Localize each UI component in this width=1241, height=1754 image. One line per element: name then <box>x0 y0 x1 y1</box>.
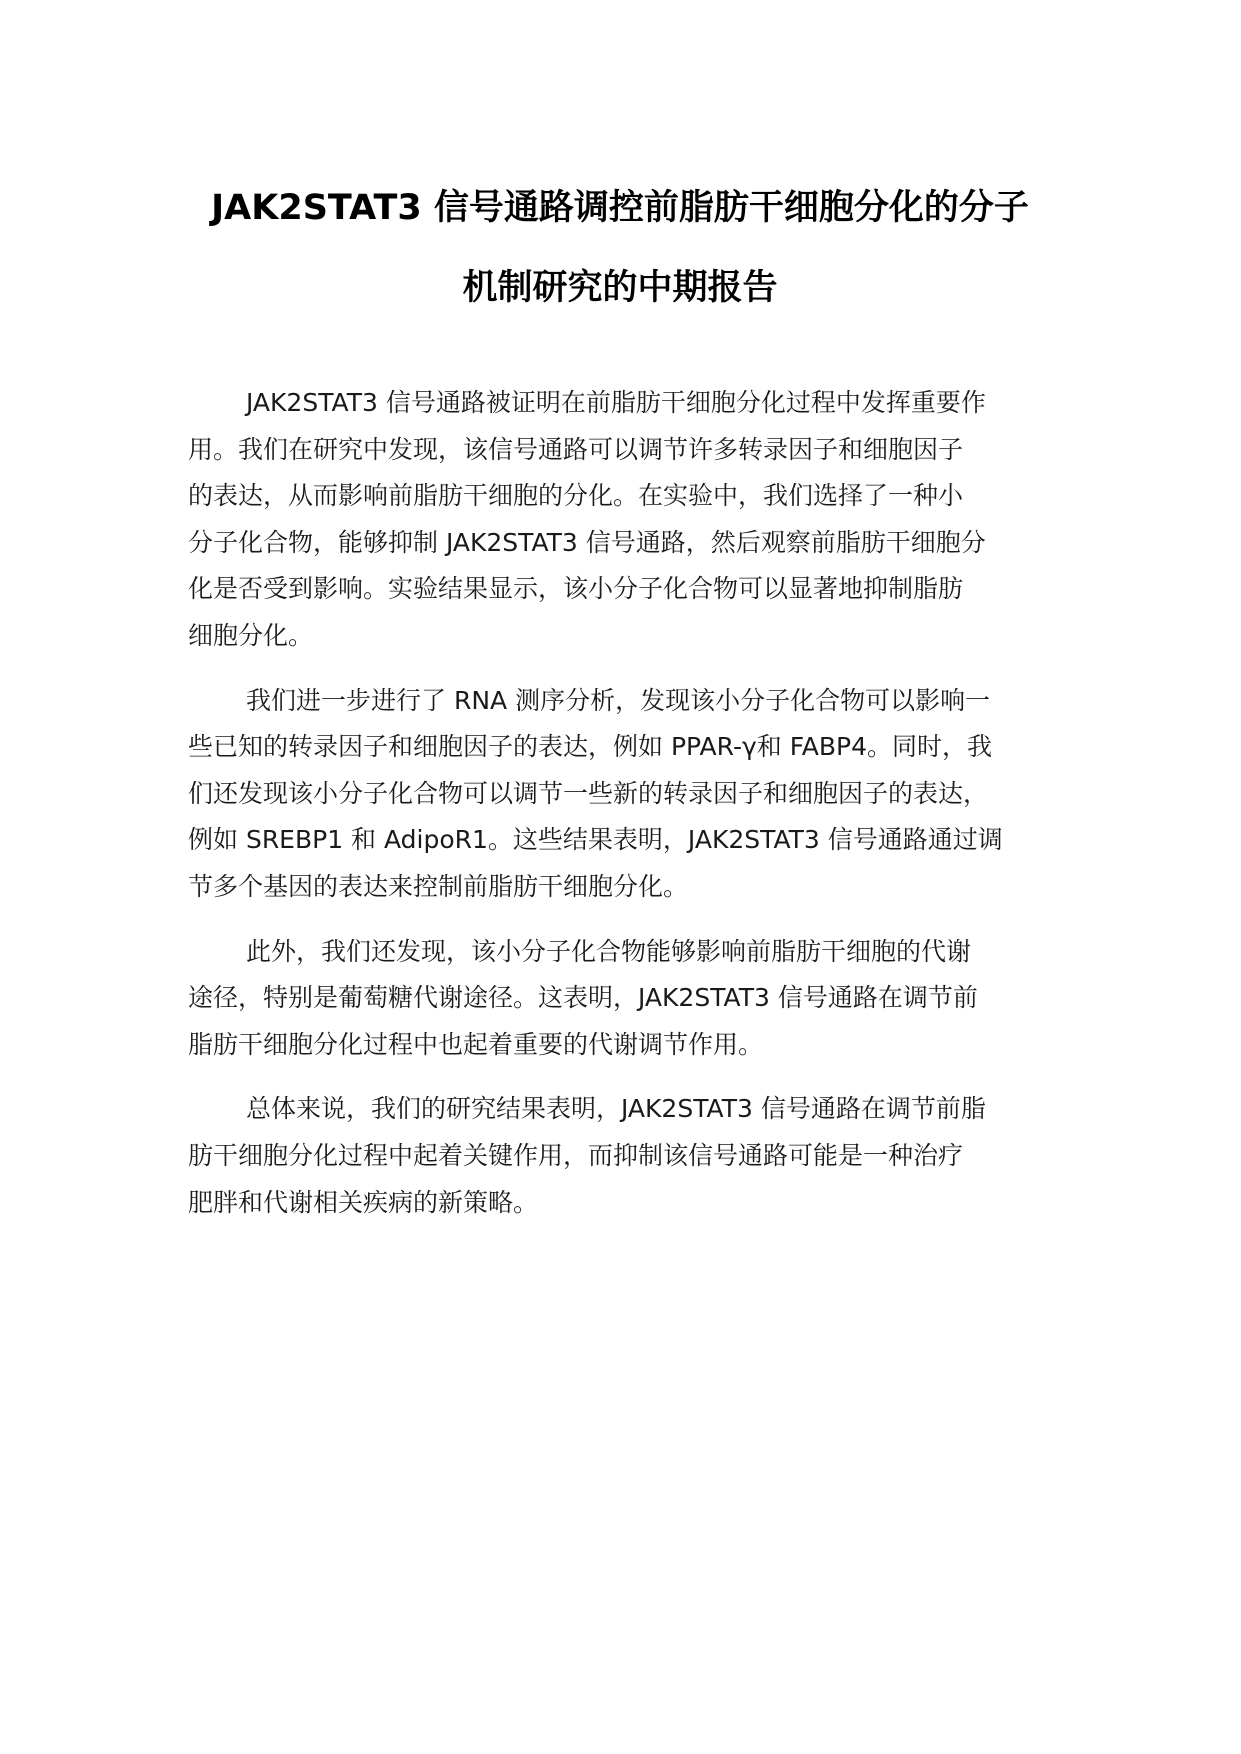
paragraph-3 <box>188 929 1088 1069</box>
text-line: 用。我们在研究中发现，该信号通路可以调节许多转录因子和细胞因子 <box>188 434 964 464</box>
text-line: 我们进一步进行了 RNA 测序分析，发现该小分子化合物可以影响一 <box>246 685 991 715</box>
text-line: 总体来说，我们的研究结果表明，JAK2STAT3 信号通路在调节前脂 <box>246 1094 986 1124</box>
text-line: 例如 SREBP1 和 AdipoR1。这些结果表明，JAK2STAT3 信号通路通过调 <box>188 825 1003 855</box>
text-line: 途径，特别是葡萄糖代谢途径。这表明，JAK2STAT3 信号通路在调节前 <box>188 983 978 1013</box>
document-title-line-2: 机制研究的中期报告 <box>462 268 778 308</box>
document-body <box>188 380 1088 1244</box>
text-line: 分子化合物，能够抑制 JAK2STAT3 信号通路，然后观察前脂肪干细胞分 <box>188 527 986 557</box>
text-line: 肥胖和代谢相关疾病的新策略。 <box>188 1187 539 1217</box>
text-line: 节多个基因的表达来控制前脂肪干细胞分化。 <box>188 871 689 901</box>
text-line: 脂肪干细胞分化过程中也起着重要的代谢调节作用。 <box>188 1029 764 1059</box>
text-line: 化是否受到影响。实验结果显示，该小分子化合物可以显著地抑制脂肪 <box>188 574 964 604</box>
text-line: 们还发现该小分子化合物可以调节一些新的转录因子和细胞因子的表达， <box>188 778 989 808</box>
text-line: JAK2STAT3 信号通路被证明在前脂肪干细胞分化过程中发挥重要作 <box>246 388 986 417</box>
text-line: 些已知的转录因子和细胞因子的表达，例如 PPAR-γ和 FABP4。同时，我 <box>188 732 993 762</box>
document-title-line-1: JAK2STAT3 信号通路调控前脂肪干细胞分化的分子 <box>211 188 1029 228</box>
text-line: 此外，我们还发现，该小分子化合物能够影响前脂肪干细胞的代谢 <box>246 936 972 966</box>
paragraph-1 <box>188 380 1088 660</box>
paragraph-2 <box>188 678 1088 911</box>
text-line: 细胞分化。 <box>188 620 314 650</box>
text-line: 的表达，从而影响前脂肪干细胞的分化。在实验中，我们选择了一种小 <box>188 481 964 511</box>
paragraph-4 <box>188 1086 1088 1226</box>
text-line: 肪干细胞分化过程中起着关键作用，而抑制该信号通路可能是一种治疗 <box>188 1140 964 1170</box>
